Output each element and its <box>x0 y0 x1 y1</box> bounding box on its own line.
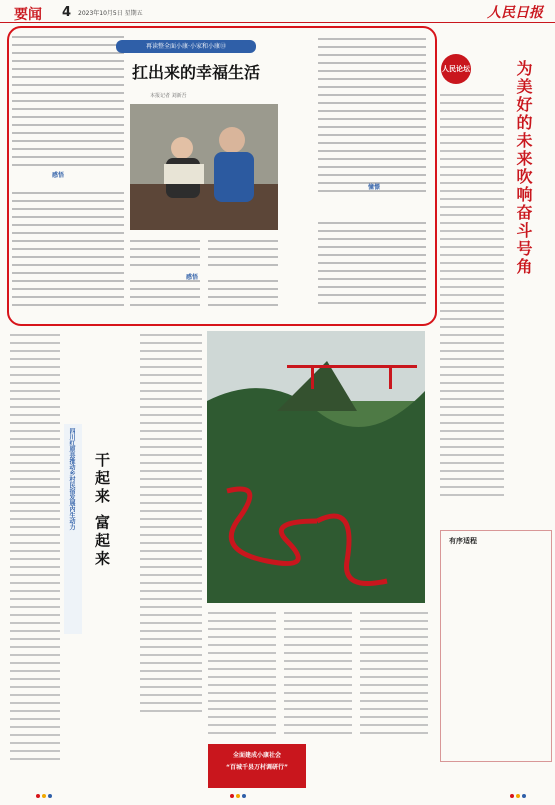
mountain-bridge-image <box>207 331 425 603</box>
promo-line-2: “百城千县万村调研行” <box>226 764 288 771</box>
landscape-photo <box>207 331 425 603</box>
subhead-3: 感悟 <box>186 274 199 281</box>
feature-photo <box>130 104 278 230</box>
commentary-body <box>440 90 506 520</box>
feature-column-middle <box>130 236 278 320</box>
masthead <box>0 0 555 23</box>
feature-headline: 扛出来的幸福生活 <box>132 63 261 82</box>
commentary-headline: 为美好的未来吹响奋斗号角 <box>514 60 533 276</box>
feature-column-left <box>12 32 128 320</box>
lower-columns-bottom <box>208 608 436 740</box>
right-box <box>440 530 552 762</box>
lower-kicker-panel <box>64 424 82 634</box>
newspaper-logo: 人民日报 <box>487 5 543 21</box>
page-number: 4 <box>62 5 72 20</box>
commentary-badge: 人民论坛 <box>441 54 471 84</box>
issue-date: 2023年10月5日 星期五 <box>78 10 143 17</box>
section-title: 要闻 <box>14 7 42 23</box>
subhead-2: 憧憬 <box>368 184 381 191</box>
subhead-1: 感悟 <box>52 172 65 179</box>
lower-column-left <box>10 330 62 782</box>
lower-kicker: 四川红原县推动乡村民宿发展内生动力 <box>68 428 75 530</box>
promo-line-1: 全面建成小康社会 <box>232 752 281 759</box>
feature-column-right <box>318 34 428 318</box>
lower-headline: 干起来 富起来 <box>93 452 111 569</box>
right-box-title: 有序适程 <box>449 537 477 545</box>
feature-byline: 本报记者 刘新吾 <box>150 93 187 99</box>
lower-column-middle <box>140 330 204 740</box>
promo-box <box>208 744 306 788</box>
page-footer <box>0 786 555 797</box>
feature-kicker: 再读整全面小康·小家和小康⑬ <box>116 40 256 53</box>
father-son-reading-image <box>130 104 278 230</box>
